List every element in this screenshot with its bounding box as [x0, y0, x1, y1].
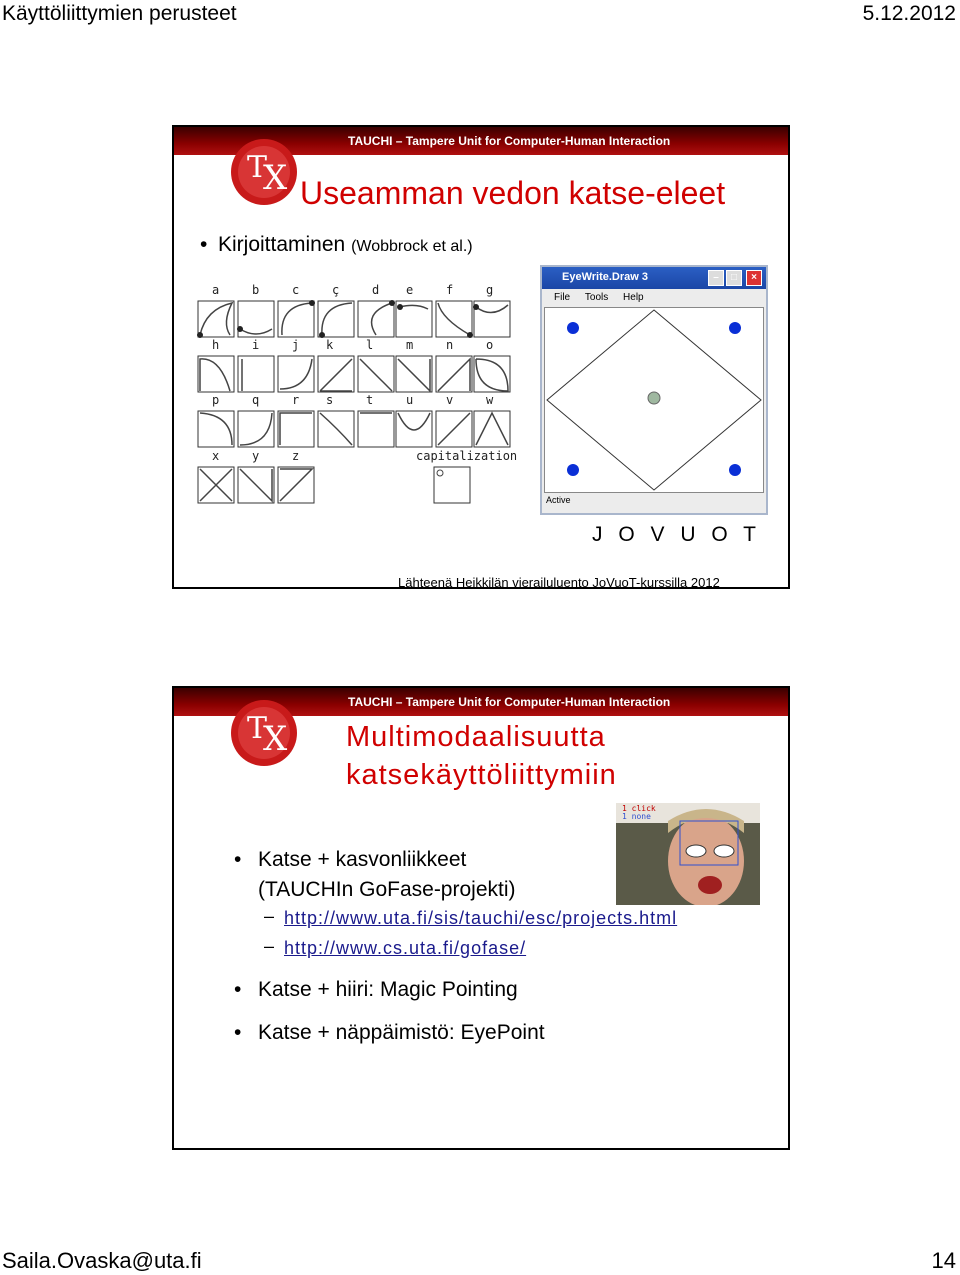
bullet-ref: (Wobbrock et al.)	[351, 238, 473, 255]
gesture-letter: z	[292, 449, 300, 463]
bullet-face: • Katse + kasvonliikkeet (TAUCHIn GoFase-projekti)	[234, 848, 516, 901]
gesture-letter: p	[212, 393, 220, 407]
gesture-letter: u	[406, 393, 414, 407]
face-overlay-click: 1 click	[622, 804, 656, 813]
link-projects[interactable]: http://www.uta.fi/sis/tauchi/esc/projects.html	[284, 908, 678, 928]
gesture-letter: j	[292, 338, 300, 352]
gesture-letter: g	[486, 283, 494, 297]
eyewrite-title: EyeWrite.Draw 3	[562, 271, 649, 283]
capitalization-label: capitalization	[416, 449, 518, 463]
gesture-letter: ç	[332, 283, 340, 297]
gesture-letter: v	[446, 393, 454, 407]
bullet-mouse: • Katse + hiiri: Magic Pointing	[234, 978, 518, 1001]
link-item: – http://www.uta.fi/sis/tauchi/esc/projects.html	[264, 906, 678, 928]
gesture-letter: m	[406, 338, 414, 352]
bullet-keyboard: • Katse + näppäimistö: EyePoint	[234, 1021, 545, 1044]
tauchi-logo-icon	[229, 137, 299, 207]
band-text: TAUCHI – Tampere Unit for Computer-Human Interaction	[348, 695, 671, 709]
menu-tools: Tools	[584, 292, 609, 303]
slide-title	[346, 718, 617, 794]
maximize-icon: □	[726, 270, 742, 286]
bullet-line: Katse + näppäimistö: EyePoint	[258, 1021, 545, 1044]
close-icon: ×	[746, 270, 762, 286]
gesture-letter: k	[326, 338, 334, 352]
gesture-letter: c	[292, 283, 300, 297]
band-text: TAUCHI – Tampere Unit for Computer-Human Interaction	[348, 134, 671, 148]
slide-title: Useamman vedon katse-eleet	[300, 175, 726, 211]
svg-text:T: T	[247, 711, 268, 746]
gesture-letter: r	[292, 393, 300, 407]
link-item: – http://www.cs.uta.fi/gofase/	[264, 936, 527, 958]
minimize-icon: –	[708, 270, 724, 286]
header-title: Käyttöliittymien perusteet	[2, 2, 237, 25]
footer-email: Saila.Ovaska@uta.fi	[2, 1248, 202, 1273]
gesture-letter: q	[252, 393, 260, 407]
gesture-letter: w	[486, 393, 494, 407]
gesture-letter: l	[366, 338, 374, 352]
face-tracking-photo	[616, 803, 760, 905]
footer-page-number: 14	[931, 1248, 956, 1273]
slide-2	[172, 686, 790, 1150]
eyewrite-titlebar	[542, 267, 766, 289]
slide-1	[172, 125, 790, 589]
eyewrite-diamond	[545, 308, 763, 492]
source-note: Lähteenä Heikkilän vierailuluento JoVuoT-kurssilla 2012	[398, 575, 720, 589]
face-overlay-none: 1 none	[622, 812, 651, 821]
title-line-1: Multimodaalisuutta	[346, 721, 606, 753]
jovuot-label: J O V U O T	[592, 523, 761, 546]
menu-file: File	[554, 292, 571, 303]
bullet-line: Katse + kasvonliikkeet	[258, 848, 467, 871]
gesture-letter: h	[212, 338, 220, 352]
eyewrite-window	[540, 265, 768, 515]
gesture-letter: d	[372, 283, 380, 297]
gesture-letter: t	[366, 393, 374, 407]
svg-text:T: T	[247, 150, 268, 185]
menu-help: Help	[623, 292, 644, 303]
gesture-strokes	[196, 299, 516, 519]
bullet-line: (TAUCHIn GoFase-projekti)	[258, 878, 516, 901]
gesture-letter: a	[212, 283, 220, 297]
svg-text:X: X	[263, 158, 288, 198]
gesture-letter: s	[326, 393, 334, 407]
bullet-line: Katse + hiiri: Magic Pointing	[258, 978, 518, 1001]
gesture-letter: x	[212, 449, 220, 463]
gesture-letter: i	[252, 338, 260, 352]
gesture-letter: f	[446, 283, 454, 297]
gesture-letter: e	[406, 283, 414, 297]
bullet-writing: • Kirjoittaminen (Wobbrock et al.)	[200, 233, 473, 256]
gesture-letter: b	[252, 283, 260, 297]
tauchi-logo-icon	[229, 698, 299, 768]
eyewrite-status: Active	[546, 495, 571, 505]
gesture-letter: n	[446, 338, 454, 352]
gesture-letter: o	[486, 338, 494, 352]
gesture-letter: y	[252, 449, 260, 463]
bullet-main: Kirjoittaminen	[218, 233, 346, 256]
eyewrite-canvas	[544, 307, 764, 493]
link-gofase[interactable]: http://www.cs.uta.fi/gofase/	[284, 938, 527, 958]
header-date: 5.12.2012	[862, 2, 956, 25]
title-line-2: katsekäyttöliittymiin	[346, 759, 617, 791]
svg-text:X: X	[263, 719, 288, 759]
eyewrite-menubar	[542, 289, 766, 307]
